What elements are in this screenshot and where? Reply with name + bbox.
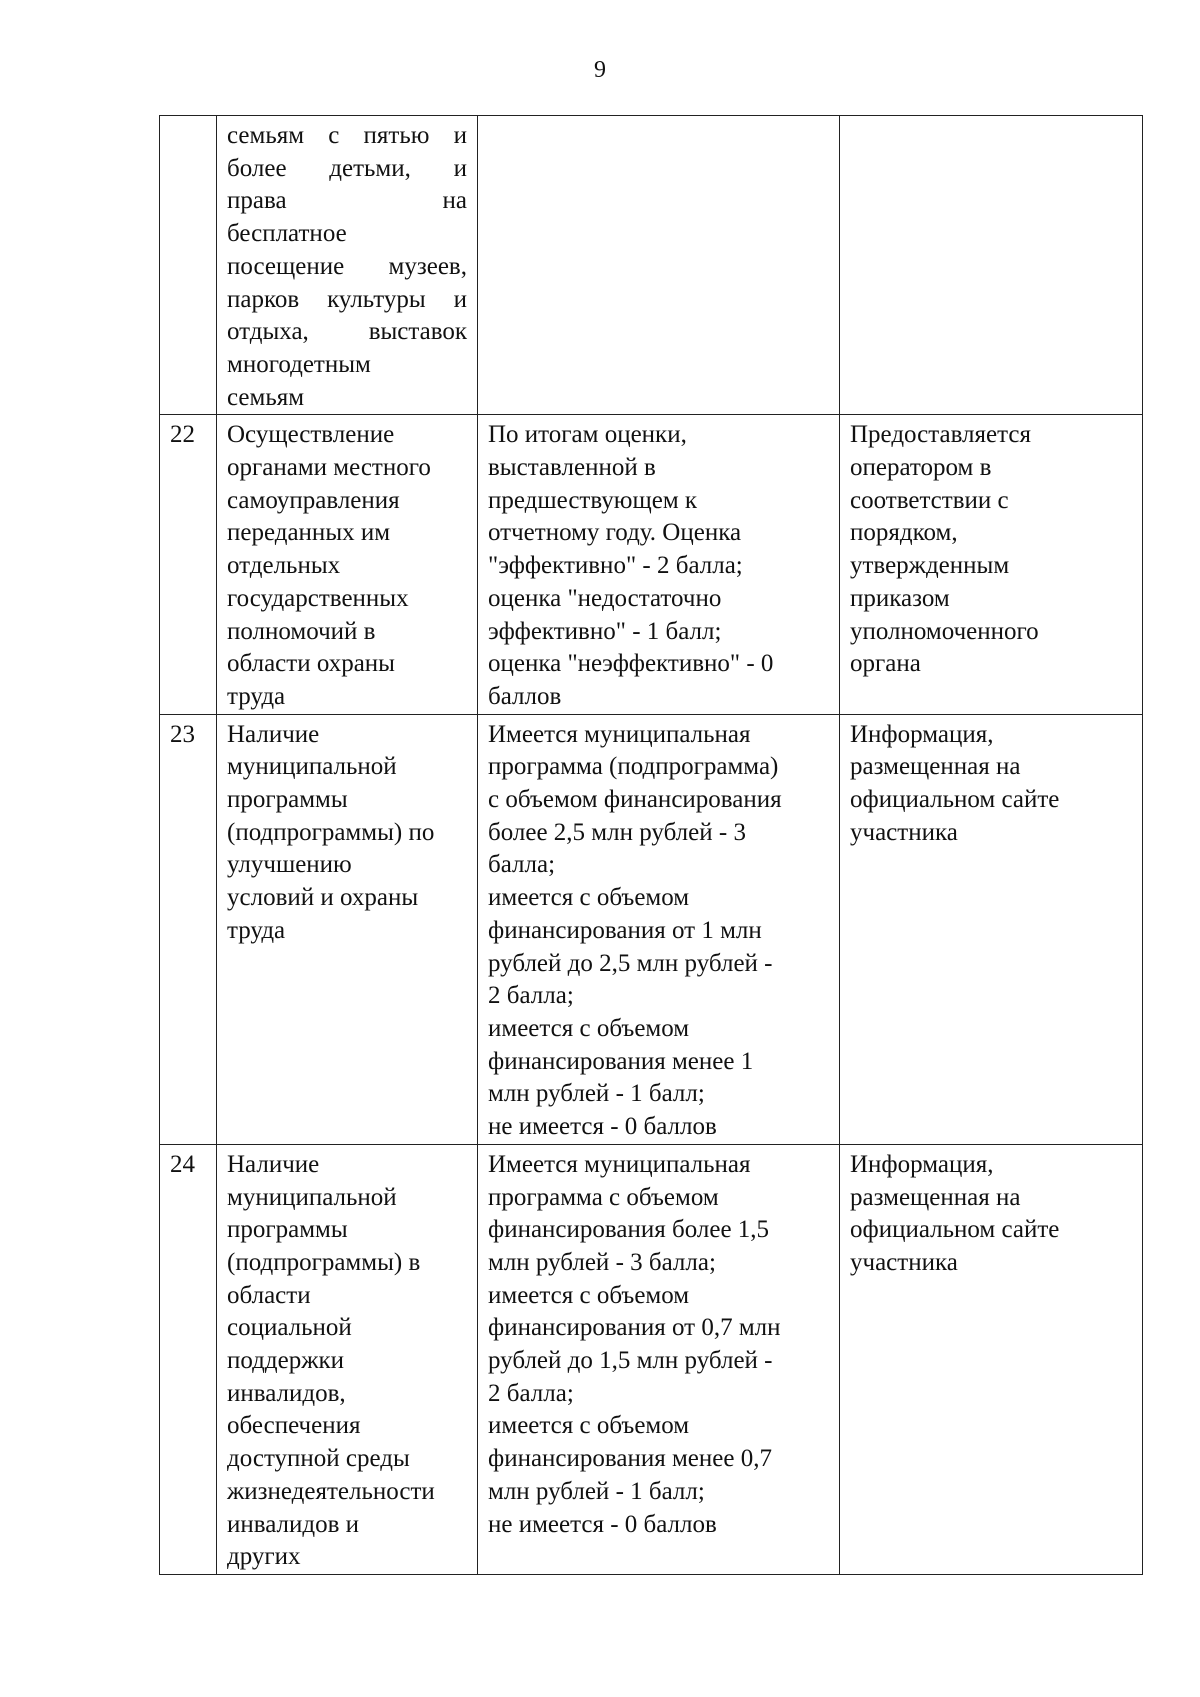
cell-text-line: млн рублей - 1 балл;	[488, 1477, 705, 1505]
source-cell	[840, 116, 1143, 415]
page-number: 9	[594, 57, 606, 83]
cell-text-line: Наличие	[227, 720, 320, 748]
cell-text-line: инвалидов,	[227, 1379, 346, 1407]
cell-text-line: семьям	[227, 383, 305, 411]
cell-text-line: самоуправления	[227, 486, 400, 514]
row-number-cell: 22	[160, 415, 217, 714]
cell-text-line: программа с объемом	[488, 1183, 719, 1211]
cell-text-line: финансирования менее 1	[488, 1047, 754, 1075]
cell-text-line: отчетному году. Оценка	[488, 519, 742, 547]
table-row-24	[160, 1144, 1143, 1574]
cell-text-line: отдыха, выставок	[227, 318, 467, 346]
cell-text-line: условий и охраны	[227, 884, 419, 912]
cell-text-line: официальном сайте	[850, 786, 1060, 814]
cell-text-line: других	[227, 1543, 301, 1571]
cell-text-line: размещенная на	[850, 1183, 1021, 1211]
cell-text-line: социальной	[227, 1314, 352, 1342]
table-row-continuation	[160, 116, 1143, 415]
cell-text-line: рублей до 2,5 млн рублей -	[488, 949, 773, 977]
cell-text-line: поддержки	[227, 1347, 344, 1375]
indicator-cell	[217, 116, 478, 415]
source-cell	[840, 714, 1143, 1144]
criteria-cell	[478, 1144, 840, 1574]
table-row-22	[160, 415, 1143, 714]
row-number-cell: 24	[160, 1144, 217, 1574]
cell-text-line: с объемом финансирования	[488, 786, 782, 814]
indicator-cell	[217, 415, 478, 714]
cell-text-line: оценка "неэффективно" - 0	[488, 650, 774, 678]
cell-text-line: участника	[850, 818, 958, 846]
cell-text-line: уполномоченного	[850, 617, 1039, 645]
cell-text-line: парков культуры и	[227, 285, 467, 313]
cell-text-line: утвержденным	[850, 552, 1010, 580]
cell-text-line: (подпрограммы) по	[227, 818, 435, 846]
cell-text-line: права на	[227, 187, 467, 215]
cell-text-line: млн рублей - 1 балл;	[488, 1080, 705, 1108]
cell-text-line: имеется с объемом	[488, 1412, 690, 1440]
cell-text-line: По итогам оценки,	[488, 421, 687, 449]
cell-text-line: органа	[850, 650, 921, 678]
cell-text-line: баллов	[488, 682, 562, 710]
cell-text-line: эффективно" - 1 балл;	[488, 617, 722, 645]
indicator-cell	[217, 714, 478, 1144]
cell-text-line: бесплатное	[227, 220, 347, 248]
cell-text-line: программы	[227, 1216, 348, 1244]
cell-text-line: финансирования менее 0,7	[488, 1445, 772, 1473]
cell-text-line: "эффективно" - 2 балла;	[488, 552, 743, 580]
cell-text-line: Имеется муниципальная	[488, 1150, 751, 1178]
cell-text-line: Информация,	[850, 1150, 994, 1178]
cell-text-line: балла;	[488, 851, 556, 879]
source-cell	[840, 415, 1143, 714]
cell-text-line: выставленной в	[488, 454, 656, 482]
cell-text-line: жизнедеятельности	[227, 1477, 435, 1505]
cell-text-line: доступной среды	[227, 1445, 410, 1473]
cell-text-line: имеется с объемом	[488, 884, 690, 912]
row-number-cell: 23	[160, 714, 217, 1144]
cell-text-line: труда	[227, 916, 286, 944]
cell-text-line: млн рублей - 3 балла;	[488, 1248, 716, 1276]
cell-text-line: многодетным	[227, 350, 371, 378]
cell-text-line: семьям с пятью и	[227, 122, 467, 149]
cell-text-line: 2 балла;	[488, 982, 574, 1010]
cell-text-line: имеется с объемом	[488, 1281, 690, 1309]
criteria-cell	[478, 714, 840, 1144]
indicator-cell	[217, 1144, 478, 1574]
cell-text-line: обеспечения	[227, 1412, 361, 1440]
cell-text-line: оценка "недостаточно	[488, 584, 722, 612]
cell-text-line: оператором в	[850, 454, 992, 482]
cell-text-line: размещенная на	[850, 753, 1021, 781]
cell-text-line: переданных им	[227, 519, 391, 547]
cell-text-line: Наличие	[227, 1150, 320, 1178]
cell-text-line: муниципальной	[227, 1183, 397, 1211]
cell-text-line: финансирования от 1 млн	[488, 916, 762, 944]
cell-text-line: финансирования от 0,7 млн	[488, 1314, 781, 1342]
cell-text-line: (подпрограммы) в	[227, 1248, 421, 1276]
cell-text-line: предшествующем к	[488, 486, 698, 514]
cell-text-line: труда	[227, 682, 286, 710]
cell-text-line: соответствии с	[850, 486, 1009, 514]
cell-text-line: полномочий в	[227, 617, 376, 645]
cell-text-line: области	[227, 1281, 311, 1309]
table-row-23	[160, 714, 1143, 1144]
cell-text-line: порядком,	[850, 519, 958, 547]
cell-text-line: инвалидов и	[227, 1510, 360, 1538]
cell-text-line: финансирования более 1,5	[488, 1216, 770, 1244]
source-cell	[840, 1144, 1143, 1574]
cell-text-line: имеется с объемом	[488, 1014, 690, 1042]
cell-text-line: официальном сайте	[850, 1216, 1060, 1244]
cell-text-line: Осуществление	[227, 421, 395, 449]
cell-text-line: Информация,	[850, 720, 994, 748]
criteria-cell	[478, 415, 840, 714]
cell-text-line: отдельных	[227, 552, 341, 580]
cell-text-line: Имеется муниципальная	[488, 720, 751, 748]
cell-text-line: приказом	[850, 584, 950, 612]
indicators-table	[159, 115, 1143, 1575]
cell-text-line: улучшению	[227, 851, 352, 879]
cell-text-line: рублей до 1,5 млн рублей -	[488, 1347, 773, 1375]
cell-text-line: государственных	[227, 584, 409, 612]
cell-text-line: участника	[850, 1248, 958, 1276]
cell-text-line: не имеется - 0 баллов	[488, 1510, 717, 1538]
cell-text-line: более 2,5 млн рублей - 3	[488, 818, 746, 846]
cell-text-line: 2 балла;	[488, 1379, 574, 1407]
cell-text-line: органами местного	[227, 454, 431, 482]
cell-text-line: более детьми, и	[227, 154, 467, 182]
cell-text-line: посещение музеев,	[227, 252, 467, 280]
cell-text-line: Предоставляется	[850, 421, 1031, 449]
cell-text-line: не имеется - 0 баллов	[488, 1113, 717, 1141]
cell-text-line: программы	[227, 786, 348, 814]
cell-text-line: муниципальной	[227, 753, 397, 781]
row-number-cell	[160, 116, 217, 415]
cell-text-line: области охраны	[227, 650, 395, 678]
cell-text-line: программа (подпрограмма)	[488, 753, 779, 781]
criteria-cell	[478, 116, 840, 415]
